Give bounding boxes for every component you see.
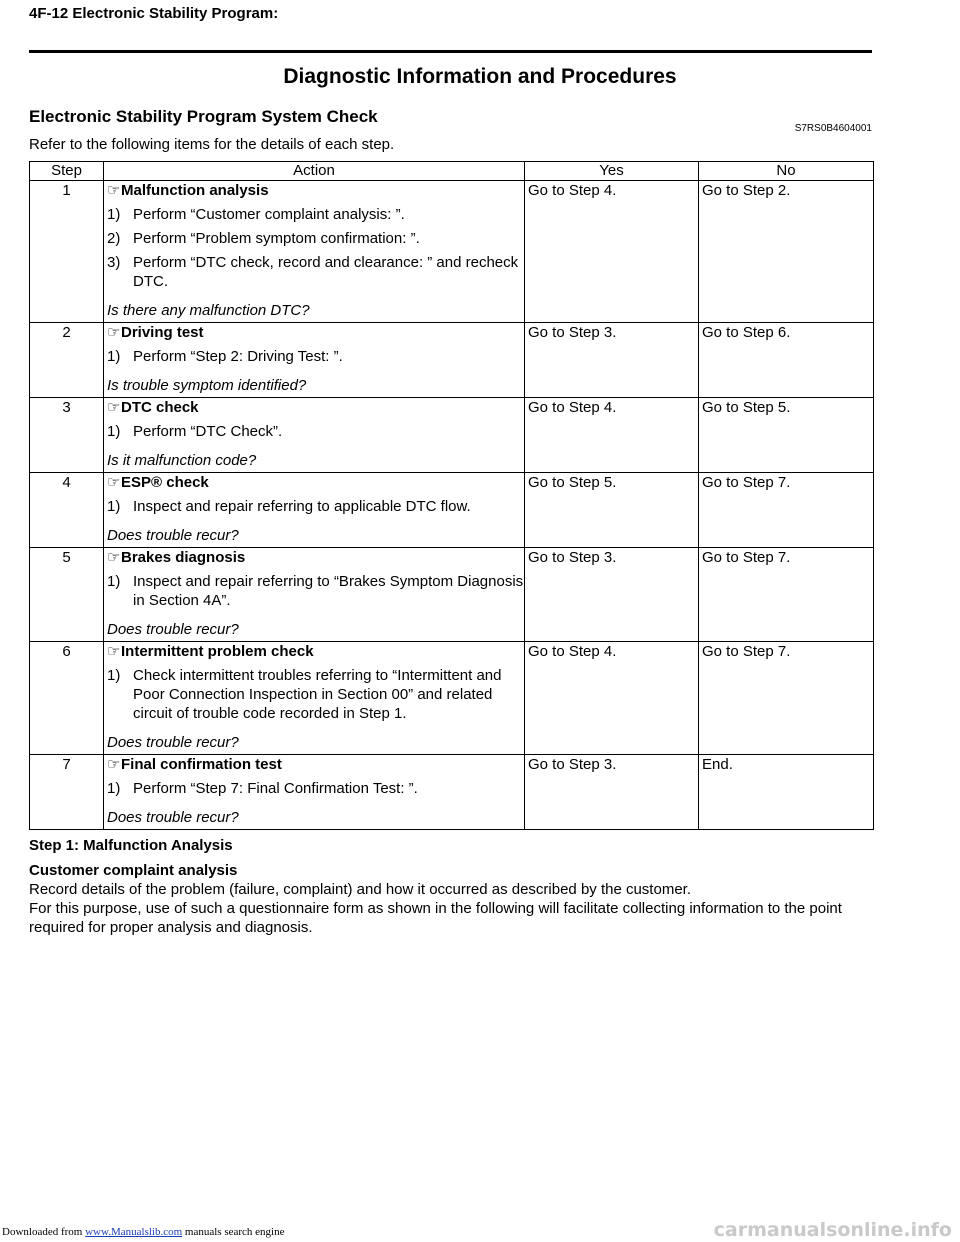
pointing-hand-icon: ☞ (107, 474, 121, 491)
yes-cell: Go to Step 3. (525, 755, 699, 830)
action-title-text: ESP® check (121, 474, 209, 491)
action-title (107, 756, 524, 774)
no-cell: End. (699, 755, 874, 830)
table-row (30, 473, 874, 548)
action-item (107, 205, 524, 224)
action-title (107, 324, 524, 342)
no-cell: Go to Step 6. (699, 323, 874, 398)
action-title (107, 474, 524, 492)
section-title: Electronic Stability Program System Check (29, 107, 378, 126)
action-cell (104, 323, 525, 398)
action-question: Does trouble recur? (107, 527, 239, 544)
action-title-text: DTC check (121, 399, 199, 416)
action-item-number: 1) (107, 348, 121, 365)
action-question: Is there any malfunction DTC? (107, 302, 310, 319)
pointing-hand-icon: ☞ (107, 182, 121, 199)
action-item-text: Perform “Step 7: Final Confirmation Test: ”. (133, 780, 418, 797)
page-header: 4F-12 Electronic Stability Program: (29, 5, 279, 22)
no-cell: Go to Step 7. (699, 642, 874, 755)
page-title: Diagnostic Information and Procedures (283, 65, 677, 88)
action-item (107, 229, 524, 248)
no-cell: Go to Step 5. (699, 398, 874, 473)
manualslib-link[interactable]: www.Manualslib.com (85, 1226, 183, 1238)
action-item (107, 572, 524, 610)
pointing-hand-icon: ☞ (107, 756, 121, 773)
footer-suffix: manuals search engine (182, 1226, 285, 1238)
step-number: 4 (30, 473, 104, 548)
action-question: Is trouble symptom identified? (107, 377, 307, 394)
column-header-yes: Yes (525, 162, 699, 181)
action-cell (104, 181, 525, 323)
action-title (107, 399, 524, 417)
action-cell (104, 398, 525, 473)
table-row (30, 755, 874, 830)
yes-cell: Go to Step 4. (525, 398, 699, 473)
yes-cell: Go to Step 4. (525, 642, 699, 755)
action-item-text: Check intermittent troubles referring to “Intermittent and Poor Connection Inspection in Section 00” and related circuit of trouble code recorded in Step 1. (133, 667, 502, 722)
table-row (30, 398, 874, 473)
action-item (107, 422, 524, 441)
action-title-text: Intermittent problem check (121, 643, 314, 660)
pointing-hand-icon: ☞ (107, 324, 121, 341)
action-question: Does trouble recur? (107, 734, 239, 751)
step-number: 1 (30, 181, 104, 323)
table-row (30, 181, 874, 323)
yes-cell: Go to Step 5. (525, 473, 699, 548)
action-title-text: Driving test (121, 324, 204, 341)
action-item-number: 1) (107, 498, 121, 515)
action-item-number: 1) (107, 206, 121, 223)
step1-section (29, 836, 889, 937)
action-question: Does trouble recur? (107, 621, 239, 638)
intro-text: Refer to the following items for the details of each step. (29, 136, 395, 153)
action-item-text: Perform “Customer complaint analysis: ”. (133, 206, 405, 223)
yes-cell: Go to Step 3. (525, 548, 699, 642)
action-item (107, 779, 524, 798)
action-question: Is it malfunction code? (107, 452, 257, 469)
action-item-number: 1) (107, 423, 121, 440)
action-cell (104, 548, 525, 642)
column-header-step: Step (30, 162, 104, 181)
action-item-text: Inspect and repair referring to applicable DTC flow. (133, 498, 471, 515)
action-item-number: 3) (107, 254, 121, 271)
action-cell (104, 755, 525, 830)
column-header-action: Action (104, 162, 525, 181)
footer-prefix: Downloaded from (2, 1226, 86, 1238)
download-footer (2, 1226, 284, 1238)
pointing-hand-icon: ☞ (107, 643, 121, 660)
yes-cell: Go to Step 4. (525, 181, 699, 323)
action-title-text: Malfunction analysis (121, 182, 269, 199)
action-item (107, 666, 524, 723)
action-item-number: 1) (107, 667, 121, 684)
yes-cell: Go to Step 3. (525, 323, 699, 398)
action-item-text: Perform “DTC Check”. (133, 423, 283, 440)
no-cell: Go to Step 7. (699, 473, 874, 548)
table-row (30, 323, 874, 398)
step-number: 5 (30, 548, 104, 642)
step-number: 2 (30, 323, 104, 398)
action-title-text: Brakes diagnosis (121, 549, 246, 566)
action-item (107, 497, 524, 516)
section-code: S7RS0B4604001 (794, 123, 872, 134)
step-number: 6 (30, 642, 104, 755)
action-cell (104, 473, 525, 548)
action-title-text: Final confirmation test (121, 756, 282, 773)
pointing-hand-icon: ☞ (107, 549, 121, 566)
step-number: 3 (30, 398, 104, 473)
diagnostic-steps-table (29, 161, 874, 830)
table-header-row (30, 162, 874, 181)
action-item (107, 253, 524, 291)
action-question: Does trouble recur? (107, 809, 239, 826)
action-title (107, 549, 524, 567)
step1-paragraph-2: For this purpose, use of such a questionnaire form as shown in the following will facilitate collecting information to the point required for proper analysis and diagnosis. (29, 900, 842, 936)
action-title (107, 643, 524, 661)
pointing-hand-icon: ☞ (107, 399, 121, 416)
action-item-text: Perform “Step 2: Driving Test: ”. (133, 348, 343, 365)
step1-heading: Step 1: Malfunction Analysis (29, 837, 233, 854)
table-row (30, 642, 874, 755)
action-item-text: Perform “DTC check, record and clearance: ” and recheck DTC. (133, 254, 519, 290)
action-item (107, 347, 524, 366)
watermark: carmanualsonline.info (713, 1219, 952, 1241)
action-title (107, 182, 524, 200)
no-cell: Go to Step 2. (699, 181, 874, 323)
action-cell (104, 642, 525, 755)
column-header-no: No (699, 162, 874, 181)
action-item-number: 1) (107, 780, 121, 797)
no-cell: Go to Step 7. (699, 548, 874, 642)
action-item-text: Inspect and repair referring to “Brakes Symptom Diagnosis in Section 4A”. (133, 573, 524, 609)
step-number: 7 (30, 755, 104, 830)
step1-paragraph-1: Record details of the problem (failure, complaint) and how it occurred as described by the customer. (29, 881, 691, 898)
action-item-text: Perform “Problem symptom confirmation: ”. (133, 230, 420, 247)
header-rule (29, 50, 872, 53)
step1-subheading: Customer complaint analysis (29, 862, 238, 879)
action-item-number: 1) (107, 573, 121, 590)
action-item-number: 2) (107, 230, 121, 247)
table-row (30, 548, 874, 642)
